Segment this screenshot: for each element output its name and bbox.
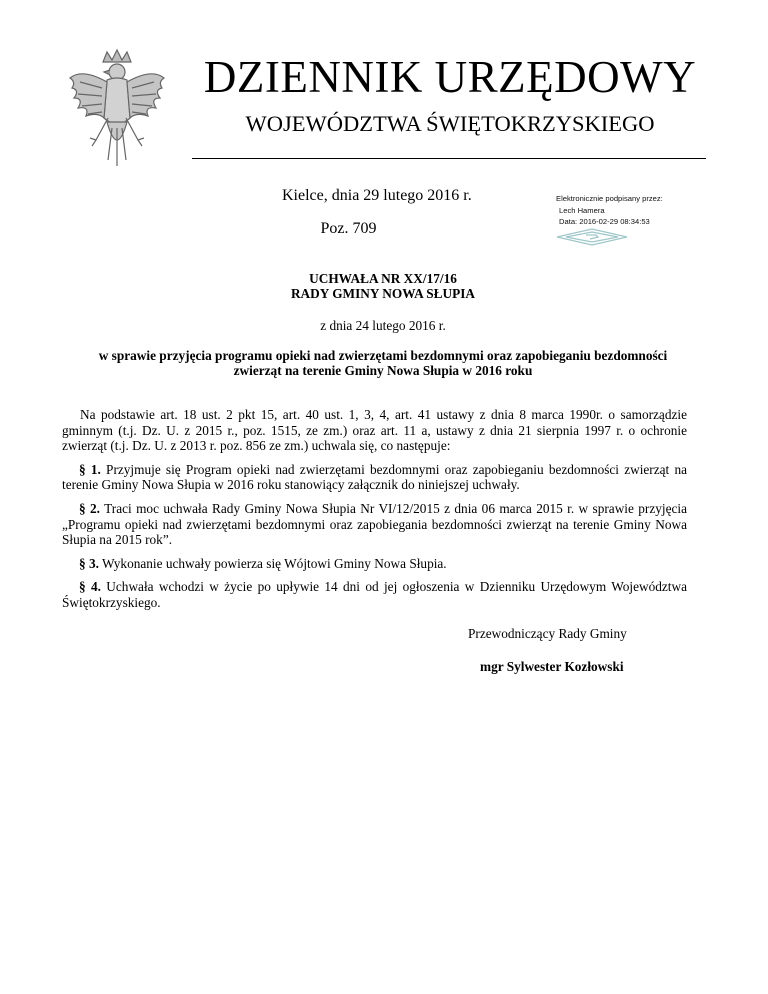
- journal-subtitle: WOJEWÓDZTWA ŚWIĘTOKRZYSKIEGO: [245, 111, 655, 136]
- electronic-signature-block: [556, 193, 663, 228]
- signature-label: Elektronicznie podpisany przez:: [556, 194, 663, 203]
- signature-name: Lech Hamera: [559, 205, 605, 215]
- paragraph-number: § 4.: [79, 579, 101, 595]
- signature-date: Data: 2016-02-29 08:34:53: [559, 217, 650, 226]
- place-date: Kielce, dnia 29 lutego 2016 r.: [282, 187, 472, 204]
- header-divider: [192, 158, 706, 159]
- resolution-date: z dnia 24 lutego 2016 r.: [320, 318, 446, 333]
- resolution-number: UCHWAŁA NR XX/17/16: [309, 271, 457, 286]
- resolution-heading: [78, 271, 688, 301]
- position-number: Poz. 709: [320, 220, 377, 237]
- paragraph-1: [62, 462, 687, 493]
- paragraph-3: [62, 556, 687, 572]
- signature-verified-icon: [556, 228, 628, 246]
- resolution-subject: [78, 348, 688, 378]
- paragraph-text: Wykonanie uchwały powierza się Wójtowi Gminy Nowa Słupia.: [98, 555, 447, 571]
- paragraph-text: Przyjmuje się Program opieki nad zwierzętami bezdomnymi oraz zapobieganiu bezdomności zwierząt na terenie Gminy Nowa Słupia w 2016 roku stanowiący załącznik do niniejszej uchwały.: [62, 461, 687, 493]
- paragraph-text: Uchwała wchodzi w życie po upływie 14 dni od jej ogłoszenia w Dzienniku Urzędowym Województwa Świętokrzyskiego.: [62, 579, 687, 610]
- paragraph-number: § 3.: [79, 555, 99, 571]
- preamble: Na podstawie art. 18 ust. 2 pkt 15, art. 40 ust. 1, 3, 4, art. 41 ustawy z dnia 8 marca 1990r. o samorządzie gminnym (t.j. Dz. U. z 2015 r., poz. 1515, ze zm.) oraz art. 11 a, ustawy z dnia 21 sierpnia 1997 r. o ochronie zwierząt (t.j. Dz. U. z 2013 r. poz. 856 ze zm.) uchwala się, co następuje:: [62, 407, 687, 454]
- paragraph-text: Traci moc uchwała Rady Gminy Nowa Słupia Nr VI/12/2015 z dnia 06 marca 2015 r. w sprawie przyjęcia „Programu opieki nad zwierzętami bezdomnymi oraz zapobiegania bezdomności zwierząt na terenie Gminy Nowa Słupia na 2015 rok”.: [62, 500, 687, 548]
- chair-title: Przewodniczący Rady Gminy: [468, 626, 627, 641]
- paragraph-number: § 2.: [79, 500, 100, 516]
- resolution-body: [62, 407, 687, 619]
- subject-line-1: w sprawie przyjęcia programu opieki nad zwierzętami bezdomnymi oraz zapobieganiu bezdomności: [98, 348, 668, 363]
- paragraph-4: [62, 579, 687, 610]
- paragraph-number: § 1.: [79, 461, 101, 477]
- subject-line-2: zwierząt na terenie Gminy Nowa Słupia w 2016 roku: [233, 363, 533, 378]
- paragraph-2: [62, 501, 687, 548]
- polish-eagle-emblem-icon: [62, 48, 172, 178]
- resolution-council: RADY GMINY NOWA SŁUPIA: [290, 286, 476, 301]
- journal-title: DZIENNIK URZĘDOWY: [203, 52, 697, 102]
- chair-name: mgr Sylwester Kozłowski: [480, 659, 624, 674]
